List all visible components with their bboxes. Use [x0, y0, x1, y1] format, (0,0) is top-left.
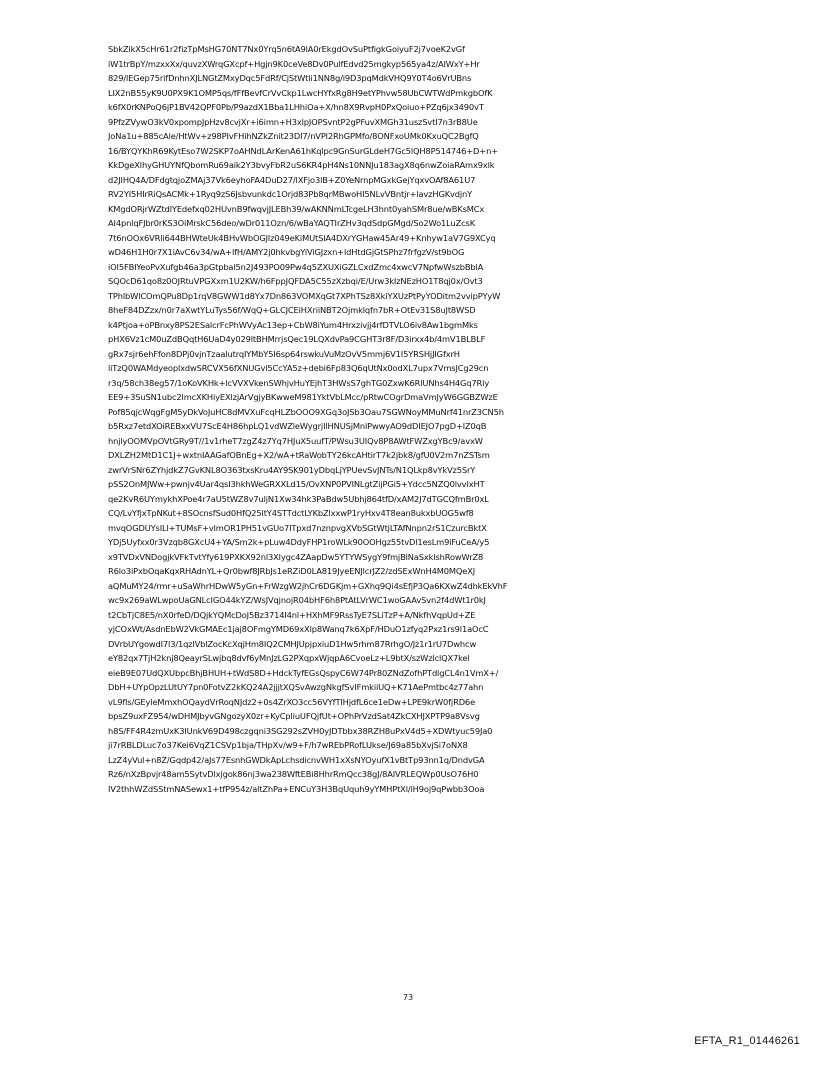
text-line: eieB9E07UdQXUbpcBhjBHUH+tWdS8D+HdckTyfEGsQspyC6W74Pr80ZNdZofhPTdlgCL4n1VmX+/: [108, 667, 499, 678]
text-line: pSS2OnMJWw+pwnjv4Uar4qsI3hkhWeGRXXLd15/OvXNP0PVINLgtZijPGi5+Ydcc5NZQ0lvvIxHT: [108, 479, 485, 489]
text-line: liTzQ0WAMdyeoplxdwSRCVX56fXNUGvl5CcYA5z+debi6Fp83Q6qUtNx0odXL7upx7VmsJCg29cn: [108, 363, 489, 373]
text-line: k4Ptjoa+oPBnxy8PS2ESalcrFcPhWVyAc13ep+CbW8iYum4Hrxzivjj4rfDTVLO6iv8Aw1bgmMks: [108, 319, 478, 330]
text-line: hnjlyOOMVpOVtGRy9T//1v1rheT7zgZ4z7Yq7HJuX5uufT/PWsu3UIQv8P8AWtFWZxgYBc9/avxW: [108, 435, 483, 446]
text-line: SQOcD61qo8z0OJRtuVPGXxm1U2KW/h6FppJQFDA5C55zXzbqi/E/Urw3kIzNEzHO1T8qj0x/Ovt3: [108, 276, 483, 286]
text-line: eY82qx7TjH2knj8QeayrSLwjbq8dvf6yMnJzLG2PXqpxWjqpA6CvoeLz+L9btX/szWzlclQX7kel: [108, 653, 470, 663]
text-line: mvqOGDUYsILl+TUMsF+vlmOR1PH51vGUo7ITpxd7nznpvgXVbSGtWtjLTAfNnpn2rS1CzurcBktX: [108, 522, 487, 533]
text-line: wc9x269aWLwpoUaGNLcIGO44kYZ/WsJVqjnojR04bHF6h8PtAtLVrWC1woGAAvSvn2f4dWt1r0kJ: [108, 595, 486, 605]
text-line: LIX2nB55yK9U0PX9K1OMP5qs/fFfBevfCrVvCkp1LwcHYfxRg8H9etYPhvw58UbCWTWdPmkgbOfK: [108, 87, 493, 98]
text-line: pHX6Vz1cM0uZdBQqtH6UaD4y029ltBHMrrjsQec19LQXdvPa9CGHT3r8F/D3irxx4b/4mV1BLBLF: [108, 334, 486, 344]
text-line: KMgdORjrWZtdlYEdefxq02HUvnB9fwqvjJLEBh39/wAKNNmLTcgeLH3hnt0yahSMr8ue/wBKsMCx: [108, 203, 485, 214]
text-line: k6fX0rKNPoQ6jP1BV42QPF0Pb/P9azdX1Bba1LHhiOa+X/hn8X9RvpH0PxQoiuo+PZq6jx3490vT: [108, 102, 484, 112]
text-line: 8heF84DZzx/n0r7aXwtYLuTys56f/WqQ+GLCJCEiHXriiNBT2Ojmklqfn7bR+OtEv31S8uJt8WSD: [108, 305, 476, 315]
text-line: 829/lEGep75rifDnhnXJLNGtZMxyDqc5FdRf/CjStWtli1NN8g/i9D3pqMdkVHQ9Y0T4o6VrUBns: [108, 73, 472, 83]
text-line: CQ/LvYfjxTpNKut+8SOcnsfSud0HfQ25ltY4STTdctLYKbZlxxwP1ryHxv4T8ean8ukxbUOG5wf8: [108, 508, 474, 518]
text-line: h8S/FF4R4zmUxK3IUnkV69D498czgqni3SG292sZVH0yJDTbbx38RZH8uPxV4d5+XDWtyuc59Ja0: [108, 725, 493, 736]
text-line: r3q/58ch38eg57/1oKoVKHk+lcVVXVkenSWhjvHuYEjhT3HWsS7ghTG0ZxwK6RlUNhs4H4Gq7Rly: [108, 377, 490, 388]
text-line: qe2KvR6UYmykhXPoe4r7aU5tWZ8v7uljN1Xw34hk3PaBdw5Ubhj864tfD/xAM2J7dTGCQfmBr0xL: [108, 493, 489, 504]
text-line: EE9+3SuSN1ubc2lmcXKHiyEXlzjArVgjyBKwweM981YktVbLMcc/pRtwCOgrDmaVmJyW6GGBZWzE: [108, 392, 498, 402]
text-line: LzZ4yVul+n8Z/Gqdp42/aJs77EsnhGWDkApLchsdicnvWH1xXsNYOyufX1vBtTp93nn1q/DndvGA: [108, 754, 485, 765]
text-line: R6lo3iPxbOqaKqxRHAdnYL+Qr0bwf8JRbJs1eRZiD0LA819JyeENJlcrJZ2/zdSExWnH4M0MQeXJ: [108, 566, 476, 576]
text-line: Rz6/nXzBpvjr48am5SytvDlxjgok86nj3wa238WftEBi8HhrRmQcc38gJ/8AIVRLEQWp0UsO76H0: [108, 769, 479, 779]
text-line: t2CbTjC8E5/nX0rfeD/DQjkYQMcDoJ5Bz3714I4nl+HXhMF9RssTyE7SLiTzP+A/NkfhVqpUd+ZE: [108, 609, 476, 620]
encoded-text-block: [108, 42, 708, 796]
text-line: KkDgeXlhyGHUYNfQbomRu69aik2Y3bvyFbR2uS6KR4pH4Ns10NNJu183agX8q6nwZoiaRAmx9xlk: [108, 160, 495, 170]
text-line: 9PfzZVywO3kV0xpompJpHzv8cvjXr+i6imn+H3xlpJOPSvntP2gPFuvXMGh31uszSvtI7n3rB8Ue: [108, 116, 478, 127]
text-line: gRx7sjr6ehFfon8DPj0vjnTzaalutrqIYMbY5I6sp64rswkuVuMzOvV5mmj6V1I5YRSHjJIGfxrH: [108, 348, 460, 359]
text-line: IV2thhWZdSStmNASewx1+tfP954z/altZhPa+ENCuY3H3BqUquh9yYMHPtXl/iH9oj9qPwbb3Ooa: [108, 783, 485, 794]
text-line: aQMuMY24/rmr+uSaWhrHDwW5yGn+FrWzgW2jhCr6DGKjm+GXhq9Qi4sEfjP3Qa6KXwZ4dhkEkVhF: [108, 580, 508, 591]
text-line: iW1trBpY/mzxxXx/quvzXWrqGXcpf+Hgjn9K0ceVe8Dv0PulfEdvd25mgkyp565ya4z/AIWxY+Hr: [108, 58, 480, 69]
text-line: JoNa1u+885cAle/HtWv+z98PIvFHihNZkZnit23DI7/nVPl2RhGPMfo/8ONFxoUMk0KxuQC2BgfQ: [108, 131, 479, 141]
page-number: 73: [402, 993, 414, 1002]
text-line: YDj5Uyfxx0r3Vzqb8GXcU4+YA/Sm2k+pLuw4DdyFHP1roWLk90OOHgz55tvDl1esLm9iFuCeA/y5: [108, 537, 490, 547]
text-line: RV2YI5HIrRiQsACMk+1Ryq9zS6Jsbvunkdc1Orjd83Pb8qrMBwoHI5NLvVBntjr+lavzHGKvdjnY: [108, 189, 473, 199]
text-line: yjCOxWt/AsdnEbW2VkGMAEc1jaj8OFmgYMD69xXlp8Wanq7k6XpF/HDuO1zfyq2Pxz1rs9l1aOcC: [108, 624, 489, 634]
text-line: TPhlbWlCOmQPu8Dp1rqV8GWW1d8Yx7Dn863VOMXqGt7XPhTSz8XkiYXUzPtPyYODitm2vvipPYyW: [108, 290, 501, 301]
text-line: bpsZ9uxFZ954/wDHMJbyvGNgozyX0zr+KyCpliuUFQjfUt+OPhPrVzdSat4ZkCXHJXPTP9a8Vsvg: [108, 711, 480, 721]
text-line: DXLZH2MtD1C1J+wxtnIAAGafOBnEg+X2/wA+tRaWobTY26kcAHtirT7k2jbk8/gfU0V2m7nZSTsm: [108, 450, 490, 460]
text-line: Pof85qjcWqgFgM5yDkVoJuHC8dMVXuFcqHLZbOOO9XGq3oJSb3Oau7SGWNoyMMuNrf41nrZ3CN5h: [108, 406, 504, 417]
text-line: iOI5FBIYeoPvXufgb46a3pGtpbal5n2J493PO09Pw4q5ZXUXiGZLCxdZmc4xwcV7NpfwWszbBblA: [108, 261, 484, 272]
text-line: DbH+UYpOpzLUtUY7pn0FotvZ2kKQ24A2jjjtXQSvAwzgNkgfSvIFmkiiUQ+K71AePmtbc4z77ahn: [108, 682, 484, 692]
text-line: 7t6nOOx6VRli644BHWteUk4BHvWbOGJlz049eKiMUtSlA4DXrYGHaw45Ar49+Knhyw1aV7G9XCyq: [108, 232, 496, 243]
text-line: vL9fls/GEyleMmxhOQaydVrRoqNJdz2+0s4ZrXO3cc56VYfTIHjdfL6ce1eDw+LPE9krW0fjRD6e: [108, 696, 476, 707]
text-line: zwrVrSNr6ZYhjdkZ7GvKNL8O363txsKru4AY9SK901yDbqLjYPUevSvJNTs/N1QLkp8vYkVz5SrY: [108, 464, 476, 475]
text-line: ji7rRBLDLuc7o37Kei6VqZ1CSVp1bja/THpXv/w9+F/h7wREbPRofLUkse/J69a85bXvjSi7oNX8: [108, 740, 468, 750]
text-line: wD46H1H0r7X1iAvC6v34/wA+lfH/AMY2j0hkvbgYiViGJzxn+ldHtdGjGtSPhz7frfgzV/st9bOG: [108, 247, 465, 257]
text-line: DVrbUYgowdI7l3/1qzlVblZocKcXqjHm8IQ2CMHJUpjpxiuD1Hw5rhm87RrhgO/Jz1r1rU7Dwhcw: [108, 638, 477, 649]
document-identifier: EFTA_R1_01446261: [694, 1035, 800, 1047]
text-line: d2JIHQ4A/DFdgtqjoZMAj37Vk6eyhoFA4DuD27/lXFjo3lB+Z0YeNrnpMGxkGejYqxvOAf8A61U7: [108, 174, 476, 185]
text-line: AI4pnlqFJbr0rKS3OiMrskC56deo/wDr011Ozn/6/wBaYAQTIrZHv3qdSdpGMgd/So2Wo1LuZcsK: [108, 218, 476, 228]
text-line: SbkZikX5cHr61r2fizTpMsHG70NT7Nx0Yrq5n6tA9lA0rEkgdOvSuPtfigkGoiyuF2j7voeK2vGf: [108, 44, 465, 54]
text-line: x9TVDxVNDogjkVFkTvtYfy619PXKX92nl3Xlygc4ZAapDw5YTYWSygY9fmjBlNaSxklshRowWrZ8: [108, 551, 484, 562]
text-line: 16/BYQYKhR69KytEso7W2SKP7oAHNdLArKenA61hKqlpc9GnSurGLdeH7Gc5lQH8P514746+D+n+: [108, 145, 499, 156]
text-line: b5Rxz7etdXOiREBxxVU7ScE4H86hpLQ1vdWZleWygrjIlHNUSjMnlPwwyAO9dDIEJO7pgD+lZ0qB: [108, 421, 487, 431]
